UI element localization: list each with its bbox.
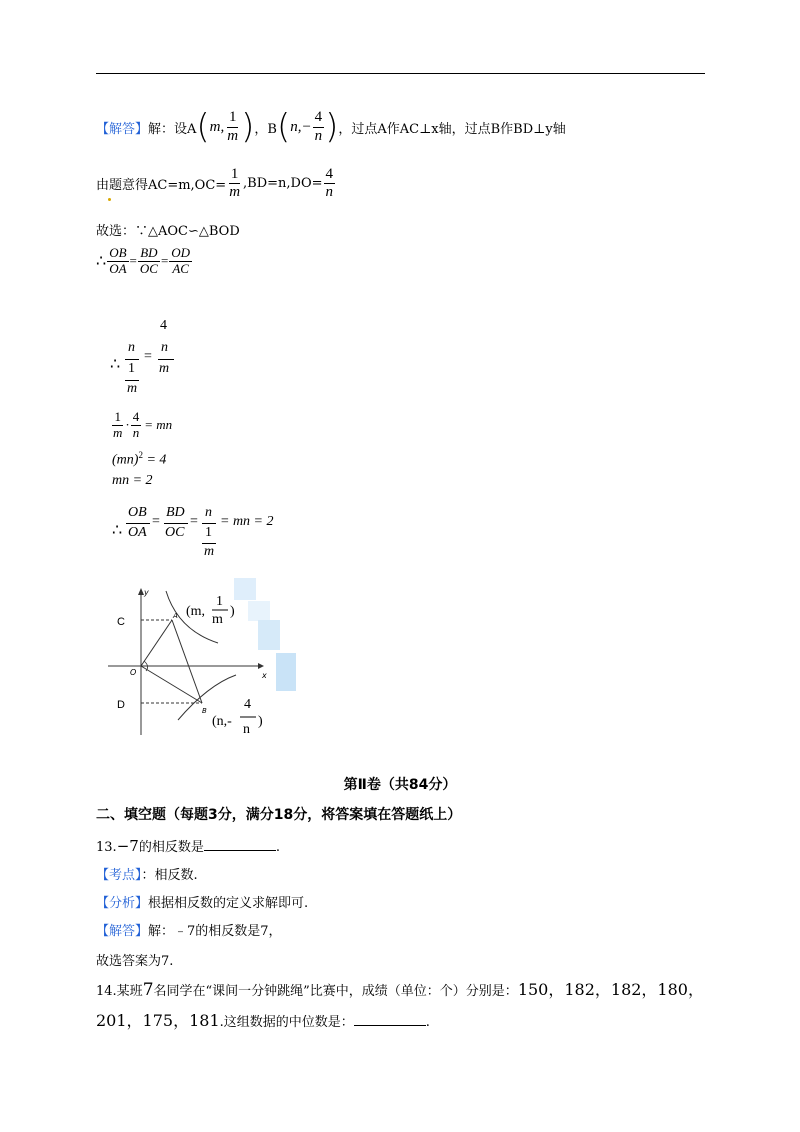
equation-ratio: ∴ $\frac{OB}{OA}$ = $\frac{BD}{OC}$ = $\frac{OD}{AC}$ <box>96 245 191 276</box>
line-o-a <box>141 620 172 666</box>
answer-blank-13 <box>204 837 276 851</box>
kaodian-tag: 【考点】 <box>96 868 142 883</box>
b-coord-den: n <box>243 722 250 737</box>
point-a-expression: ( m, $\frac{1}{m}$ ) <box>196 107 255 147</box>
part-2-title: 第Ⅱ卷（共84分） <box>343 777 457 793</box>
question-13: 13.−7的相反数是 . <box>96 837 280 855</box>
header-rule <box>96 73 705 74</box>
x-axis-label: x <box>262 671 267 680</box>
y-axis-label: y <box>144 588 149 597</box>
solution-lead: 解：设A <box>148 121 197 137</box>
x-axis-arrow <box>258 663 264 669</box>
line-o-b <box>141 666 202 703</box>
b-coord-n: (n,- <box>212 714 232 729</box>
equation-square: (mn)$^2$ = 4 <box>112 450 167 468</box>
bg-block-4 <box>276 653 296 691</box>
q14-values-2: 201，175，181 <box>96 1011 220 1030</box>
a-coord-den: m <box>212 612 223 627</box>
figure-svg <box>108 575 308 745</box>
hyperbola-figure <box>108 575 308 745</box>
answer-blank-14 <box>354 1012 426 1026</box>
equation-conclusion: ∴ OB OA = BD OC = n 1 m = mn = 2 <box>112 505 274 559</box>
question-14-line-1: 14.某班 7 名同学在“课间一分钟跳绳”比赛中，成绩（单位：个）分别是： 150，182，182，180， <box>96 977 704 1000</box>
a-coord-num: 1 <box>216 594 223 609</box>
equation-result: mn = 2 <box>112 473 153 488</box>
equation-substitute: 4 ∴ n 1 m = n m <box>110 318 230 398</box>
solution-tail: ，过点A作AC⊥x轴，过点B作BD⊥y轴 <box>338 121 566 137</box>
a-coord-close: ) <box>230 604 235 619</box>
point-a-label: A <box>173 612 178 620</box>
stray-dot <box>108 198 111 201</box>
solution-line-2: 由题意得AC=m,OC= $\frac{1}{m}$ ,BD=n,DO= $\frac{4}{n}$ <box>96 166 334 201</box>
bg-block-2 <box>248 601 270 621</box>
solution-line-3: 故选：∵△AOC∽△BOD <box>96 224 240 239</box>
jieda-line: 【解答】解：﹣7的相反数是7， <box>96 924 282 939</box>
b-coord-close: ) <box>258 714 263 729</box>
d-label: D <box>117 699 125 711</box>
point-b-expression: ( n,− $\frac{4}{n}$ ) <box>276 107 339 147</box>
line-a-b <box>172 620 202 703</box>
origin-label: O <box>130 668 137 677</box>
q14-count: 7 <box>142 980 154 1000</box>
q14-values-1: 150，182，182，180， <box>517 980 704 999</box>
fenxi-line: 【分析】根据相反数的定义求解即可. <box>96 896 309 911</box>
answer-tag: 【解答】 <box>96 121 149 137</box>
bg-block-3 <box>258 620 280 650</box>
section-title: 二、填空题（每题3分，满分18分，将答案填在答题纸上） <box>96 807 462 823</box>
solution-line-1 <box>96 94 566 160</box>
jieda-tag: 【解答】 <box>96 924 149 939</box>
b-label: ，B <box>254 121 277 137</box>
a-coord-m: (m, <box>186 604 206 619</box>
equation-product: $\frac{1}{m}$ · $\frac{4}{n}$ = mn <box>113 409 173 440</box>
answer-line: 故选答案为7. <box>96 954 174 969</box>
b-coord-num: 4 <box>244 697 251 712</box>
c-label: C <box>117 616 125 628</box>
fenxi-tag: 【分析】 <box>96 896 149 911</box>
question-14-line-2: 201，175，181 .这组数据的中位数是： . <box>96 1008 430 1031</box>
bg-block-1 <box>234 578 256 600</box>
point-b-label: B <box>202 707 207 715</box>
kaodian-line: 【考点】：相反数. <box>96 868 198 883</box>
q13-value: −7 <box>116 837 139 855</box>
